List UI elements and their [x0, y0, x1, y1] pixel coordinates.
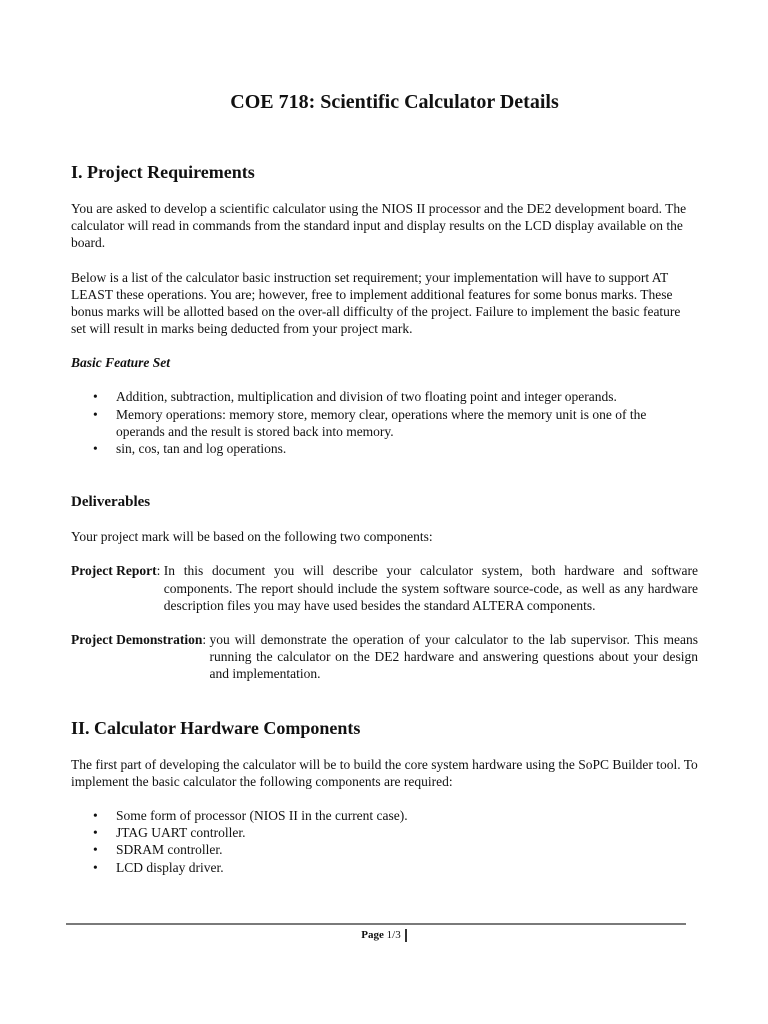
feature-text: Memory operations: memory store, memory clear, operations where the memory unit is one of the operands and the result is stored back into memory. — [116, 406, 647, 439]
page-content — [71, 90, 698, 876]
bullet-icon: • — [93, 441, 98, 457]
section-heading-deliverables: Deliverables — [71, 494, 151, 511]
page-footer — [0, 928, 768, 942]
deliverable-colon: : — [202, 632, 210, 648]
bullet-icon: • — [93, 389, 98, 405]
feature-set-heading: Basic Feature Set — [71, 355, 171, 371]
list-item — [71, 440, 698, 457]
footer-bar — [405, 929, 407, 942]
list-item — [71, 807, 698, 824]
deliverable-colon: : — [156, 563, 164, 579]
component-text: SDRAM controller. — [116, 842, 223, 858]
list-item — [71, 841, 698, 858]
footer-divider — [66, 923, 686, 925]
requirements-paragraph-2: Below is a list of the calculator basic instruction set requirement; your implementation will have to support AT LEAST these operations. You are; however, free to implement additional features for some bonus marks. These bonus marks will be allotted based on the over-all difficulty of the project. Failure to implement the basic feature set will result in marks being deducted from your project mark. — [71, 269, 681, 337]
component-text: JTAG UART controller. — [116, 825, 246, 841]
bullet-icon: • — [93, 406, 98, 422]
document-title: COE 718: Scientific Calculator Details — [230, 91, 559, 113]
list-item — [71, 406, 698, 440]
deliverable-description: you will demonstrate the operation of your calculator to the lab supervisor. This means running the calculator on the DE2 hardware and answering questions about your design and implementation. — [209, 632, 698, 682]
requirements-paragraph-1: You are asked to develop a scientific calculator using the NIOS II processor and the DE2 development board. The calculator will read in commands from the standard input and display results on the LCD display available on the board. — [71, 201, 687, 251]
feature-text: Addition, subtraction, multiplication and division of two floating point and integer operands. — [116, 389, 617, 405]
hardware-paragraph: The first part of developing the calculator will be to build the core system hardware using the SoPC Builder tool. To implement the basic calculator the following components are required: — [71, 756, 698, 789]
component-text: Some form of processor (NIOS II in the current case). — [116, 808, 408, 824]
page-separator: / — [392, 929, 396, 941]
component-list — [71, 807, 698, 876]
bullet-icon: • — [93, 842, 98, 858]
section-heading-requirements: I. Project Requirements — [71, 162, 255, 182]
deliverables-intro: Your project mark will be based on the following two components: — [71, 529, 433, 545]
deliverable-project-report — [71, 562, 698, 614]
page-label: Page — [361, 929, 384, 941]
list-item — [71, 859, 698, 876]
feature-list — [71, 388, 698, 457]
deliverable-term: Project Report — [71, 563, 157, 579]
feature-text: sin, cos, tan and log operations. — [116, 441, 287, 457]
bullet-icon: • — [93, 859, 98, 875]
component-text: LCD display driver. — [116, 859, 224, 875]
deliverable-description: In this document you will describe your calculator system, both hardware and software components. The report should include the system software source-code, as well as any hardware description files you may have used besides the standard ALTERA components. — [163, 563, 698, 613]
list-item — [71, 388, 698, 405]
bullet-icon: • — [93, 825, 98, 841]
list-item — [71, 824, 698, 841]
page-number: 1 — [386, 929, 393, 941]
page-total: 3 — [395, 929, 401, 941]
deliverable-term: Project Demonstration — [71, 632, 203, 648]
section-heading-hardware: II. Calculator Hardware Components — [71, 717, 361, 738]
bullet-icon: • — [93, 808, 98, 824]
deliverable-project-demonstration — [71, 631, 698, 683]
